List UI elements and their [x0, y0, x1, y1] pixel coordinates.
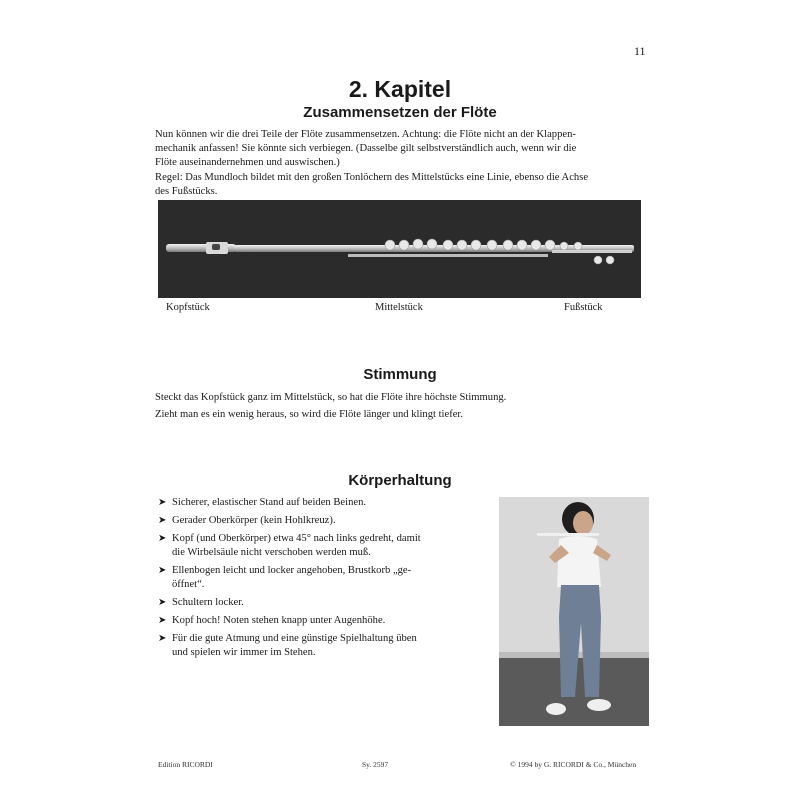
list-item — [158, 596, 478, 610]
footer-publisher: Edition RICORDI — [158, 760, 213, 769]
caption-fussstueck: Fußstück — [564, 302, 603, 313]
list-item-line: Ellenbogen leicht und locker angehoben, Brustkorb „ge- — [172, 565, 412, 576]
intro-paragraph — [155, 128, 655, 170]
koerperhaltung-heading: Körperhaltung — [348, 472, 452, 489]
list-item-line: und spielen wir immer im Stehen. — [172, 647, 316, 658]
flute-illustration — [158, 200, 641, 298]
flute-player-illustration — [499, 497, 649, 726]
list-item-line: Kopf hoch! Noten stehen knapp unter Augenhöhe. — [172, 615, 386, 626]
list-item — [158, 632, 478, 660]
posture-list — [158, 496, 478, 664]
intro-line: mechanik anfassen! Sie könnte sich verbiegen. (Dasselbe gilt selbstverständlich auch, wenn wir die — [155, 143, 577, 154]
flute-player-photo — [499, 497, 649, 726]
arrow-bullet-icon: ➤ — [158, 565, 167, 576]
arrow-bullet-icon: ➤ — [158, 597, 167, 608]
list-item — [158, 614, 478, 628]
footer-copyright: © 1994 by G. RICORDI & Co., München — [510, 760, 637, 769]
list-item-line: Für die gute Atmung und eine günstige Spielhaltung üben — [172, 633, 417, 644]
arrow-bullet-icon: ➤ — [158, 533, 167, 544]
rule-line: des Fußstücks. — [155, 186, 218, 197]
intro-line: Nun können wir die drei Teile der Flöte zusammensetzen. Achtung: die Flöte nicht an der Klappen- — [155, 129, 576, 140]
stimmung-line: Steckt das Kopfstück ganz im Mittelstück, so hat die Flöte ihre höchste Stimmung. — [155, 392, 507, 403]
stimmung-heading: Stimmung — [363, 366, 437, 383]
footer-catalog-number: Sy. 2597 — [362, 760, 389, 769]
list-item-line: öffnet“. — [172, 579, 205, 590]
rule-paragraph — [155, 171, 655, 199]
caption-kopfstueck: Kopfstück — [166, 302, 210, 313]
stimmung-paragraph — [155, 389, 655, 423]
caption-mittelstueck: Mittelstück — [375, 302, 423, 313]
list-item-line: Gerader Oberkörper (kein Hohlkreuz). — [172, 515, 336, 526]
chapter-title: 2. Kapitel — [348, 76, 452, 102]
list-item — [158, 532, 478, 560]
arrow-bullet-icon: ➤ — [158, 615, 167, 626]
list-item-line: die Wirbelsäule nicht verschoben werden muß. — [172, 547, 371, 558]
arrow-bullet-icon: ➤ — [158, 633, 167, 644]
list-item — [158, 564, 478, 592]
rule-line: Regel: Das Mundloch bildet mit den großen Tonlöchern des Mittelstücks eine Linie, ebenso die Achse — [155, 172, 589, 183]
stimmung-line: Zieht man es ein wenig heraus, so wird die Flöte länger und klingt tiefer. — [155, 409, 464, 420]
list-item-line: Sicherer, elastischer Stand auf beiden Beinen. — [172, 497, 367, 508]
list-item — [158, 514, 478, 528]
flute-photo — [158, 200, 641, 298]
list-item — [158, 496, 478, 510]
chapter-subtitle: Zusammensetzen der Flöte — [303, 104, 497, 121]
arrow-bullet-icon: ➤ — [158, 497, 167, 508]
intro-line: Flöte auseinandernehmen und auswischen.) — [155, 157, 340, 168]
list-item-line: Schultern locker. — [172, 597, 244, 608]
arrow-bullet-icon: ➤ — [158, 515, 167, 526]
page-number: 11 — [634, 44, 646, 58]
list-item-line: Kopf (und Oberkörper) etwa 45° nach links gedreht, damit — [172, 533, 421, 544]
